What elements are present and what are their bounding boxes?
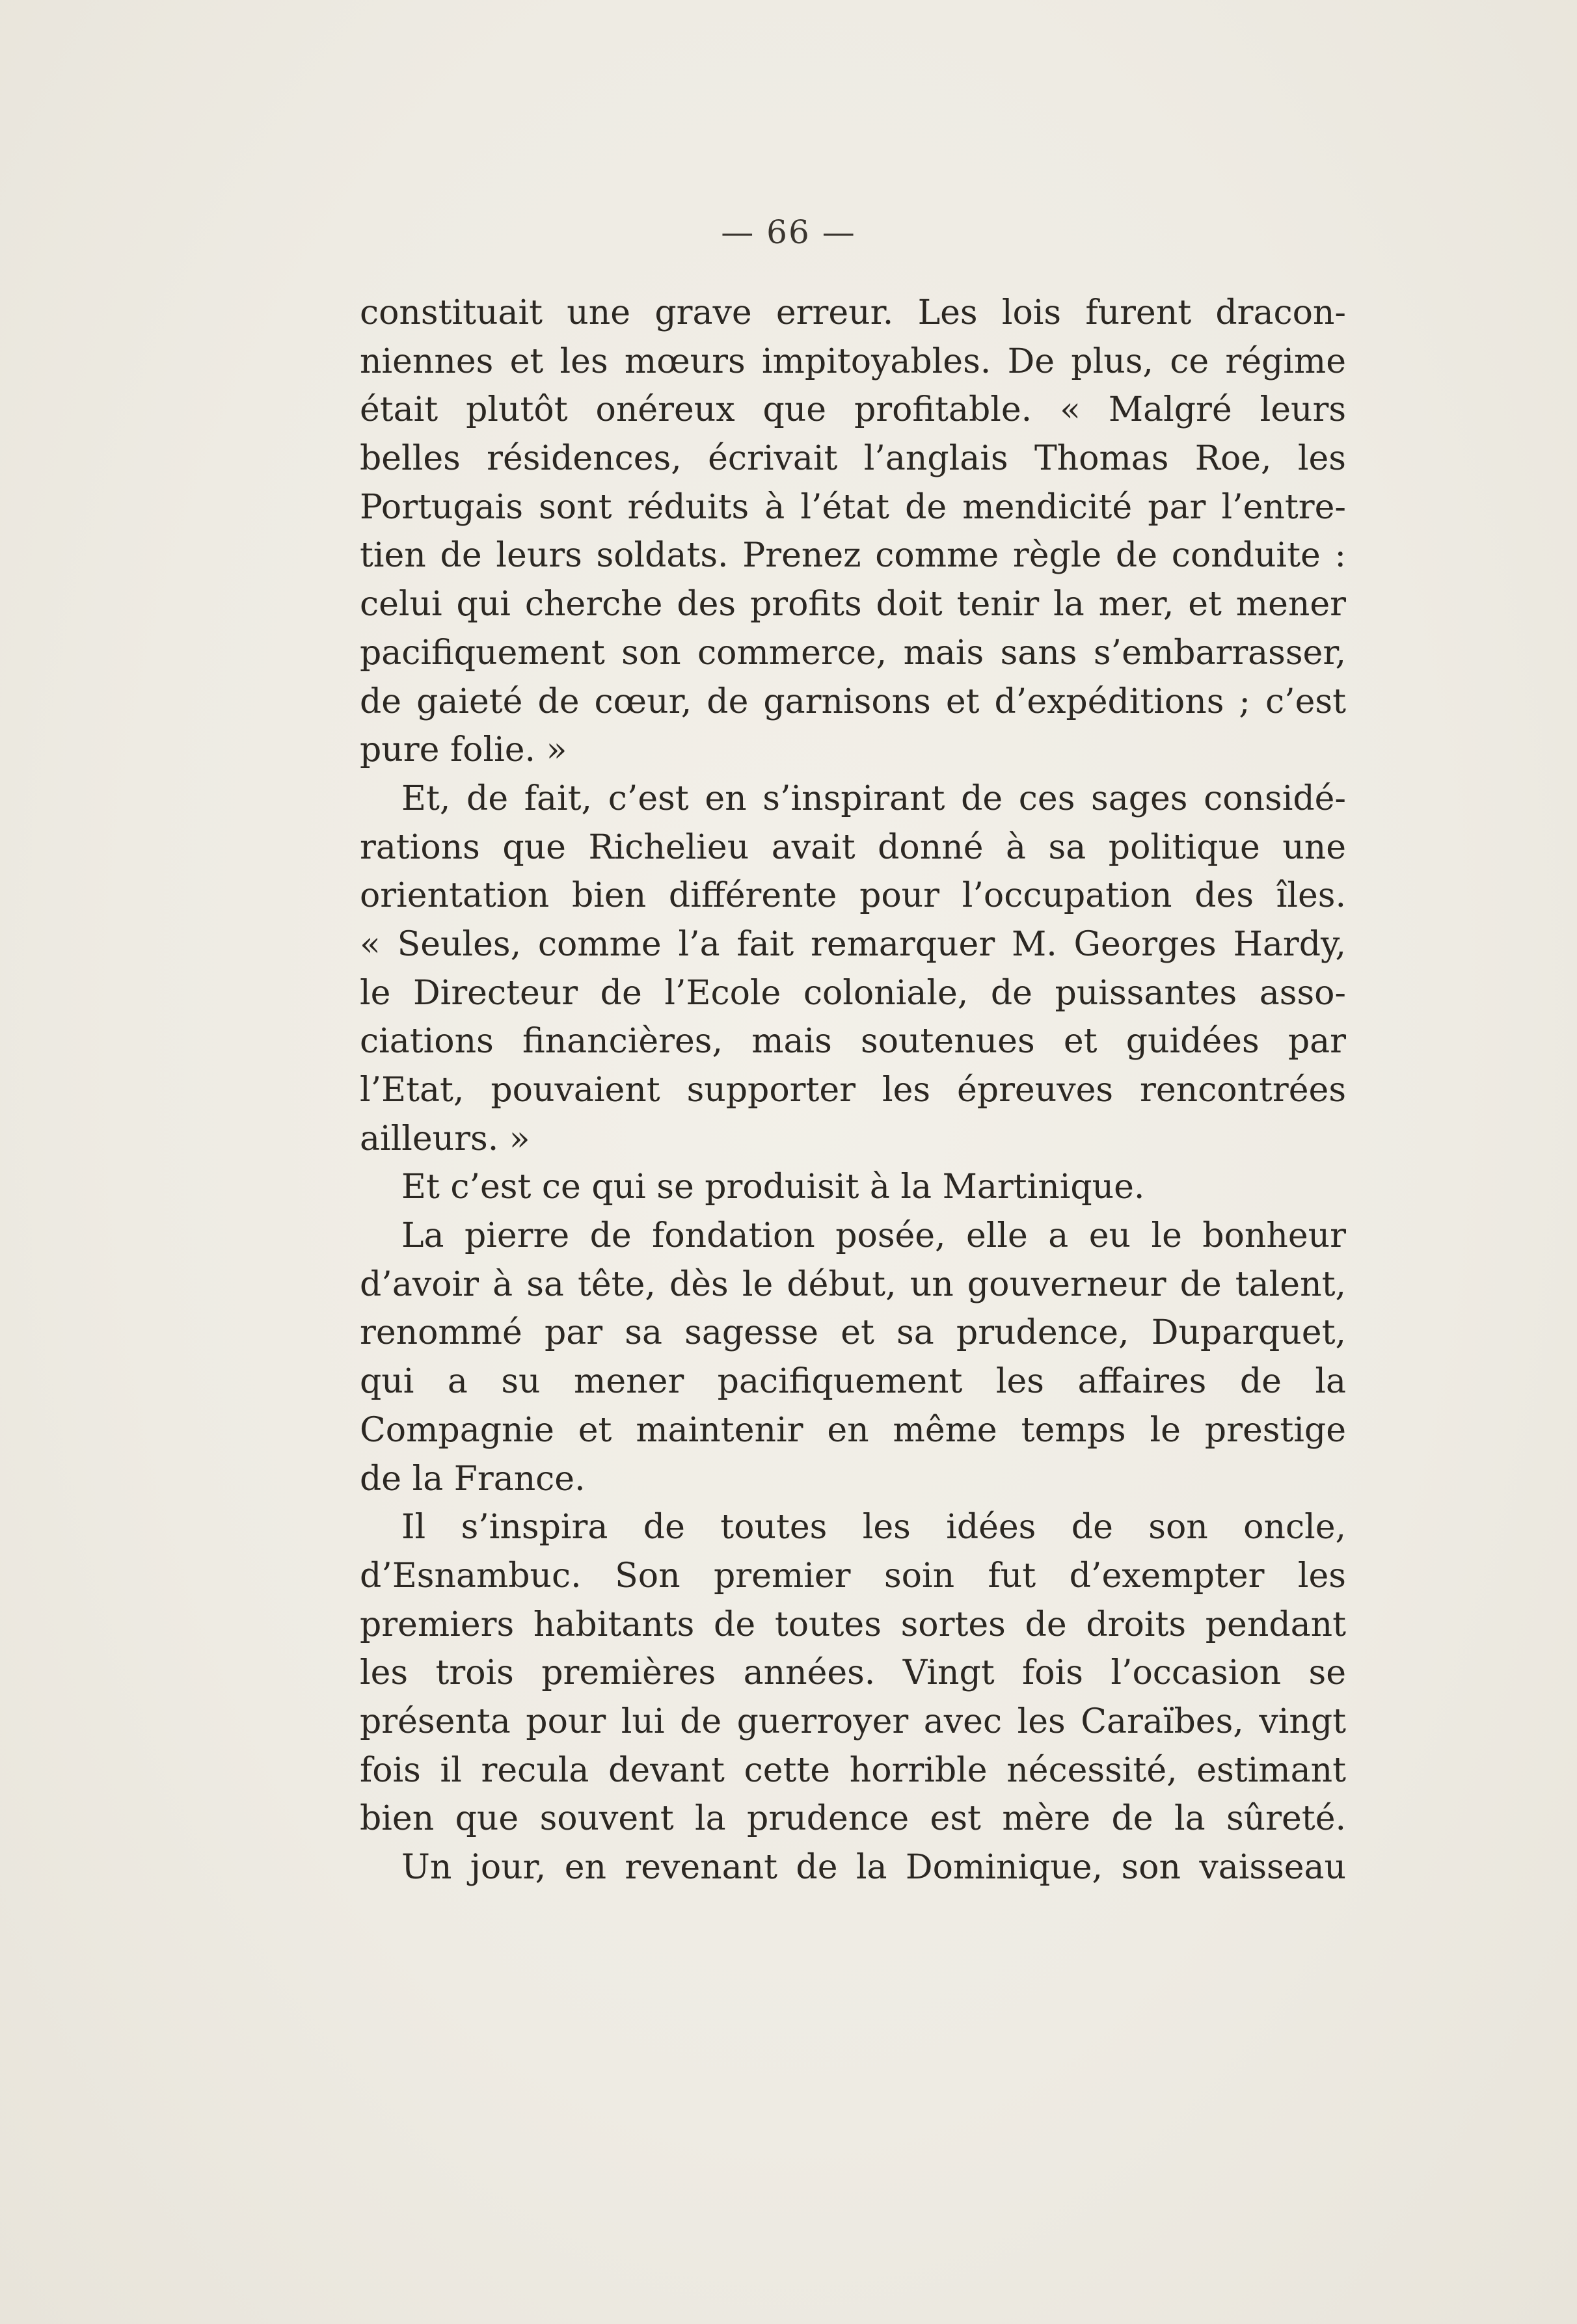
text-line: pacifiquement son commerce, mais sans s’embarrasser, bbox=[360, 633, 1346, 673]
text-line: ailleurs. » bbox=[360, 1119, 530, 1158]
text-line: le Directeur de l’Ecole coloniale, de puissantes asso- bbox=[360, 973, 1346, 1013]
text-line: Et c’est ce qui se produisit à la Martinique. bbox=[401, 1168, 1145, 1207]
text-line: constituait une grave erreur. Les lois furent dracon- bbox=[360, 293, 1346, 332]
text-line: de la France. bbox=[360, 1459, 586, 1499]
text-line: qui a su mener pacifiquement les affaires de la bbox=[360, 1362, 1346, 1402]
text-line: orientation bien différente pour l’occupation des îles. bbox=[360, 876, 1346, 916]
body-text bbox=[360, 289, 1346, 1892]
text-line: présenta pour lui de guerroyer avec les Caraïbes, vingt bbox=[360, 1702, 1346, 1741]
text-line: renommé par sa sagesse et sa prudence, Duparquet, bbox=[360, 1313, 1346, 1353]
text-line: Il s’inspira de toutes les idées de son oncle, bbox=[401, 1508, 1346, 1547]
text-line: pure folie. » bbox=[360, 730, 567, 770]
text-line: l’Etat, pouvaient supporter les épreuves rencontrées bbox=[360, 1071, 1346, 1110]
text-line: tien de leurs soldats. Prenez comme règle de conduite : bbox=[360, 536, 1346, 576]
text-line: Compagnie et maintenir en même temps le prestige bbox=[360, 1410, 1346, 1450]
text-line: rations que Richelieu avait donné à sa politique une bbox=[360, 827, 1346, 867]
text-line: était plutôt onéreux que profitable. « Malgré leurs bbox=[360, 390, 1346, 430]
text-line: ciations financières, mais soutenues et guidées par bbox=[360, 1022, 1346, 1062]
text-line: Portugais sont réduits à l’état de mendicité par l’entre- bbox=[360, 487, 1346, 527]
text-line: de gaieté de cœur, de garnisons et d’expéditions ; c’est bbox=[360, 682, 1346, 721]
text-line: bien que souvent la prudence est mère de la sûreté. bbox=[360, 1799, 1346, 1839]
text-line: d’Esnambuc. Son premier soin fut d’exempter les bbox=[360, 1556, 1346, 1596]
page-number: — 66 — bbox=[721, 213, 856, 251]
text-line: niennes et les mœurs impitoyables. De plus, ce régime bbox=[360, 341, 1346, 381]
text-line: Et, de fait, c’est en s’inspirant de ces sages considé- bbox=[401, 779, 1346, 818]
text-line: celui qui cherche des profits doit tenir la mer, et mener bbox=[360, 585, 1346, 624]
text-line: fois il recula devant cette horrible nécessité, estimant bbox=[360, 1750, 1346, 1790]
text-line: d’avoir à sa tête, dès le début, un gouverneur de talent, bbox=[360, 1264, 1346, 1304]
text-line: « Seules, comme l’a fait remarquer M. Georges Hardy, bbox=[360, 924, 1346, 964]
text-line: Un jour, en revenant de la Dominique, son vaisseau bbox=[401, 1848, 1346, 1887]
text-line: premiers habitants de toutes sortes de droits pendant bbox=[360, 1605, 1346, 1644]
text-line: La pierre de fondation posée, elle a eu le bonheur bbox=[401, 1216, 1346, 1256]
text-line: belles résidences, écrivait l’anglais Thomas Roe, les bbox=[360, 439, 1346, 479]
text-line: les trois premières années. Vingt fois l’occasion se bbox=[360, 1653, 1346, 1693]
